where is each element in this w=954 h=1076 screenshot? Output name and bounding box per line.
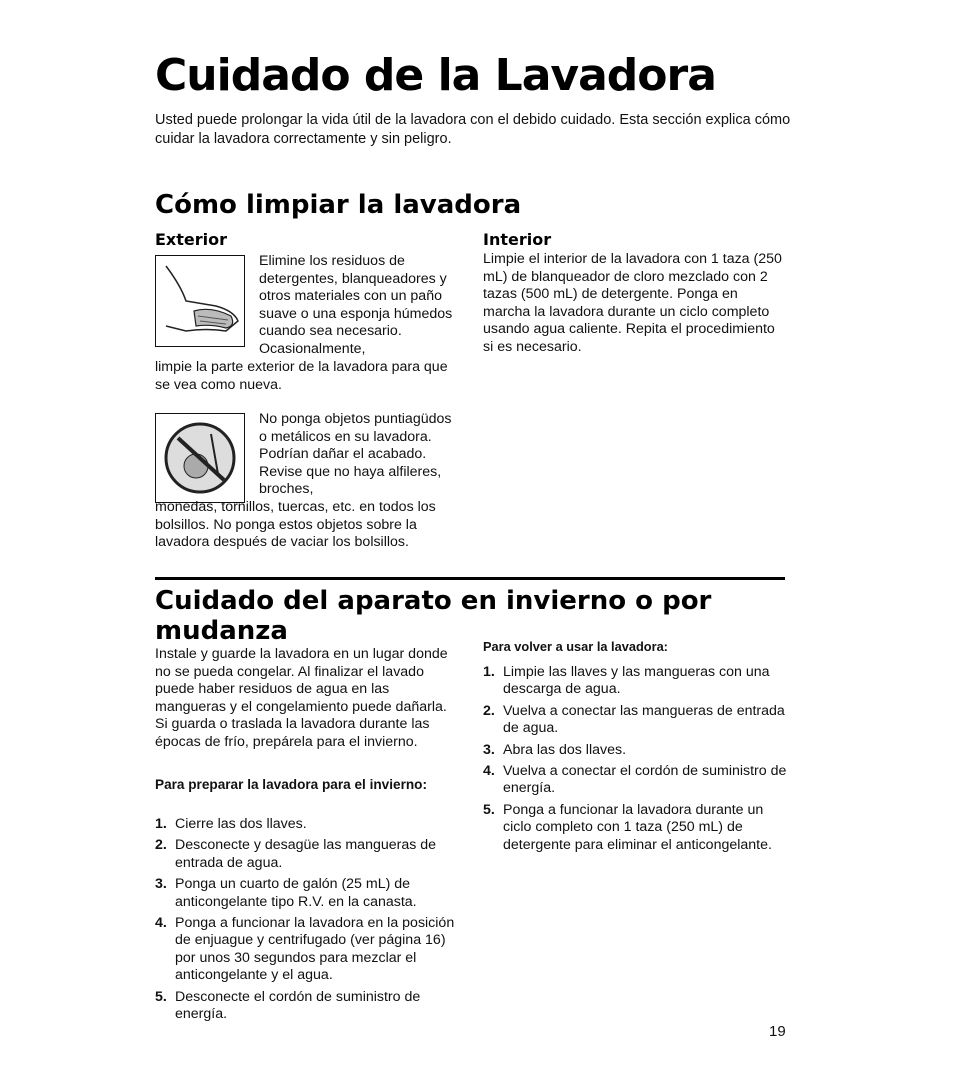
step-text: Desconecte y desagüe las mangueras de entrada de agua.: [175, 837, 437, 871]
step-number: 3.: [155, 876, 167, 893]
prohibited-objects-icon: [156, 414, 244, 502]
step-number: 2.: [483, 702, 495, 719]
exterior-paragraph-2-rest: monedas, tornillos, tuercas, etc. en todos los bolsillos. No ponga estos objetos sobre la lavadora después de vaciar los bolsillos.: [155, 499, 436, 551]
list-item: [483, 742, 793, 759]
step-text: Desconecte el cordón de suministro de energía.: [175, 988, 421, 1023]
interior-paragraph: Limpie el interior de la lavadora con 1 taza (250 mL) de blanqueador de cloro mezclado con 2 tazas (500 mL) de detergente. Ponga en marcha la lavadora durante un ciclo completo usando agua caliente. Repita el procedimiento si es necesario.: [483, 251, 782, 355]
list-item: [483, 802, 793, 854]
step-number: 5.: [483, 801, 495, 818]
exterior-paragraph-2-wrap: No ponga objetos puntiagüdos o metálicos en su lavadora. Podrían dañar el acabado. Revise que no haya alfileres, broches,: [259, 411, 452, 498]
step-text: Ponga a funcionar la lavadora durante un ciclo completo con 1 taza (250 mL) de detergente para eliminar el anticongelante.: [503, 801, 772, 853]
step-number: 2.: [155, 837, 167, 854]
step-text: Cierre las dos llaves.: [175, 816, 307, 832]
no-sharp-objects-illustration: [155, 413, 245, 503]
list-item: [155, 876, 465, 911]
prepare-steps-list: [155, 816, 465, 1027]
exterior-paragraph-1-wrap: Elimine los residuos de detergentes, blanqueadores y otros materiales con un paño suave o una esponja húmedos cuando sea necesario. Ocasionalmente,: [259, 253, 453, 357]
list-item: [155, 989, 465, 1024]
page-title: Cuidado de la Lavadora: [155, 50, 716, 101]
reuse-heading: Para volver a usar la lavadora:: [483, 639, 668, 654]
prepare-heading: Para preparar la lavadora para el invierno:: [155, 777, 428, 792]
wiping-cloth-illustration: [155, 255, 245, 347]
page-number: 19: [769, 1023, 786, 1040]
list-item: [155, 837, 465, 872]
interior-heading: Interior: [483, 230, 552, 249]
step-number: 4.: [155, 915, 167, 932]
step-number: 3.: [483, 741, 495, 758]
list-item: [483, 703, 793, 738]
step-text: Vuelva a conectar las mangueras de entrada de agua.: [503, 702, 785, 737]
section-divider: [155, 577, 785, 580]
step-text: Limpie las llaves y las mangueras con una descarga de agua.: [503, 664, 770, 698]
list-item: [483, 664, 793, 699]
exterior-heading: Exterior: [155, 230, 228, 249]
exterior-paragraph-1-rest: limpie la parte exterior de la lavadora para que se vea como nueva.: [155, 359, 448, 393]
step-text: Ponga un cuarto de galón (25 mL) de anticongelante tipo R.V. en la canasta.: [175, 876, 417, 910]
list-item: [155, 915, 465, 985]
section-heading-cleaning: Cómo limpiar la lavadora: [155, 190, 522, 220]
hand-wiping-icon: [156, 256, 244, 346]
step-text: Vuelva a conectar el cordón de suministro de energía.: [503, 763, 787, 797]
step-number: 4.: [483, 763, 495, 780]
step-number: 1.: [155, 816, 167, 832]
step-text: Abra las dos llaves.: [503, 741, 627, 758]
list-item: [155, 816, 465, 833]
step-number: 5.: [155, 988, 167, 1005]
winter-intro-paragraph: Instale y guarde la lavadora en un lugar donde no se pueda congelar. Al finalizar el lavado puede haber residuos de agua en las mangueras y el congelamiento puede dañarla. Si guarda o traslada la lavadora durante las épocas de frío, prepárela para el invierno.: [155, 646, 448, 750]
step-text: Ponga a funcionar la lavadora en la posición de enjuague y centrifugado (ver página 16) por unos 30 segundos para mezclar el anticongelante y el agua.: [175, 915, 455, 984]
intro-paragraph: Usted puede prolongar la vida útil de la lavadora con el debido cuidado. Esta sección explica cómo cuidar la lavadora correctamente y sin peligro.: [155, 112, 791, 147]
step-number: 1.: [483, 664, 495, 680]
reuse-steps-list: [483, 664, 793, 858]
section-heading-winter: Cuidado del aparato en invierno o por mudanza: [155, 586, 712, 646]
list-item: [483, 763, 793, 798]
